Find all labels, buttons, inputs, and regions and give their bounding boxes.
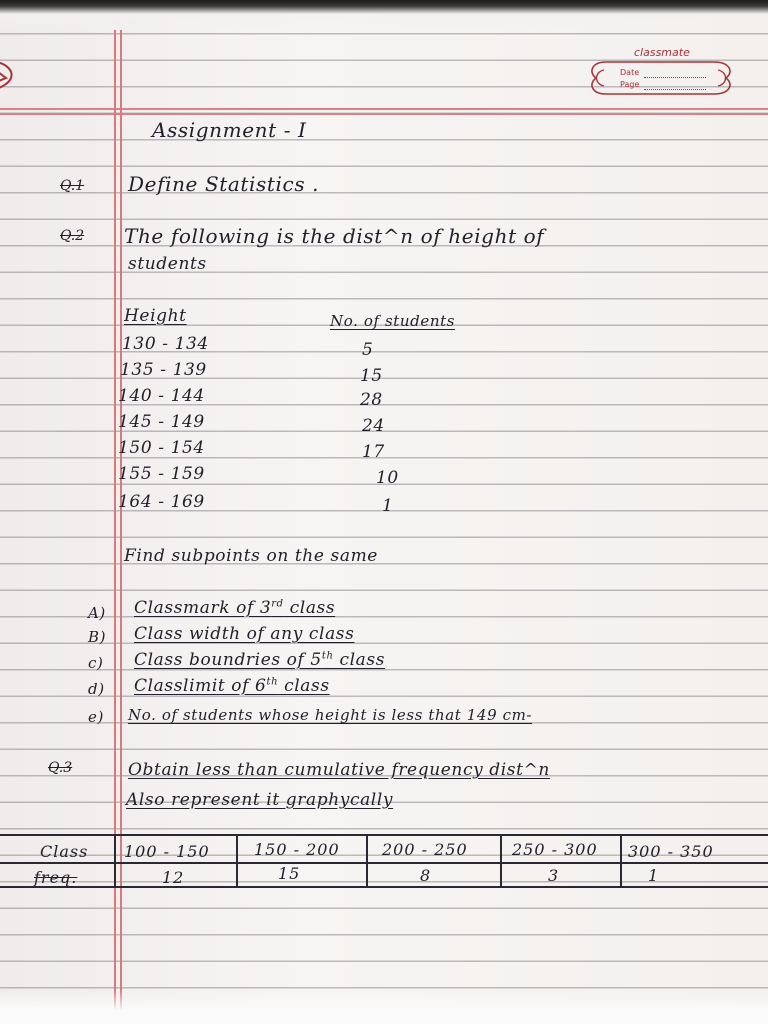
instruction-text: Find subpoints on the same <box>124 546 378 566</box>
date-field-line <box>644 77 706 78</box>
table-cell-height: 135 - 139 <box>120 360 207 380</box>
table-cell-height: 155 - 159 <box>118 464 205 484</box>
row-label-freq: freq. <box>34 868 78 887</box>
table-border <box>114 834 116 888</box>
table-cell-class: 150 - 200 <box>254 840 340 859</box>
question-number: Q.3 <box>48 760 73 776</box>
question-number: Q.2 <box>60 228 85 244</box>
brand-header <box>586 44 736 104</box>
table-cell-freq: 15 <box>278 864 301 883</box>
question-number: Q.1 <box>60 178 85 194</box>
page-field-line <box>644 89 706 90</box>
table-cell-students: 17 <box>362 442 385 462</box>
brand-name: classmate <box>634 46 690 59</box>
date-label: Date <box>620 68 640 77</box>
table-cell-height: 164 - 169 <box>118 492 205 512</box>
question-text: Define Statistics . <box>128 172 320 196</box>
subpoint-text: No. of students whose height is less that 149 cm- <box>128 706 533 724</box>
page-bottom-edge <box>0 990 768 1024</box>
subpoint-text: Classlimit of 6th class <box>134 676 330 696</box>
table-cell-students: 15 <box>360 366 383 386</box>
table-cell-class: 250 - 300 <box>512 840 598 859</box>
subpoint-label: d) <box>88 680 105 698</box>
column-header-students: No. of students <box>330 312 456 330</box>
question-text: The following is the dist^n of height of <box>124 224 545 248</box>
row-label-class: Class <box>40 842 89 861</box>
question-text: Obtain less than cumulative frequency dist^n <box>128 760 550 780</box>
table-cell-height: 140 - 144 <box>118 386 205 406</box>
table-cell-students: 10 <box>376 468 399 488</box>
subpoint-label: B) <box>88 628 107 646</box>
frequency-table <box>0 826 768 888</box>
question-text: students <box>128 254 207 274</box>
subpoint-label: c) <box>88 654 104 672</box>
table-cell-class: 300 - 350 <box>628 842 714 861</box>
table-cell-class: 100 - 150 <box>124 842 210 861</box>
table-border <box>620 834 622 888</box>
brand-frame-icon <box>586 58 736 98</box>
table-border <box>500 834 502 888</box>
table-border <box>366 834 368 888</box>
table-border <box>236 834 238 888</box>
table-cell-freq: 3 <box>548 866 560 885</box>
column-header-height: Height <box>124 306 187 326</box>
subpoint-text: Class boundries of 5th class <box>134 650 386 670</box>
subpoint-label: A) <box>88 604 106 622</box>
binding-ring-icon <box>0 58 20 96</box>
table-cell-students: 5 <box>362 340 374 360</box>
table-cell-students: 1 <box>382 496 394 516</box>
table-cell-students: 24 <box>362 416 385 436</box>
table-cell-height: 130 - 134 <box>122 334 209 354</box>
page-label: Page <box>620 80 640 89</box>
table-cell-students: 28 <box>360 390 383 410</box>
table-cell-height: 145 - 149 <box>118 412 205 432</box>
question-text: Also represent it graphycally <box>126 790 394 810</box>
table-cell-freq: 8 <box>420 866 432 885</box>
page-title: Assignment - I <box>152 118 307 142</box>
page-top-edge <box>0 0 768 30</box>
subpoint-text: Classmark of 3rd class <box>134 598 336 618</box>
table-cell-freq: 1 <box>648 866 660 885</box>
subpoint-label: e) <box>88 708 104 726</box>
subpoint-text: Class width of any class <box>134 624 355 644</box>
table-cell-class: 200 - 250 <box>382 840 468 859</box>
table-cell-freq: 12 <box>162 868 185 887</box>
table-cell-height: 150 - 154 <box>118 438 205 458</box>
